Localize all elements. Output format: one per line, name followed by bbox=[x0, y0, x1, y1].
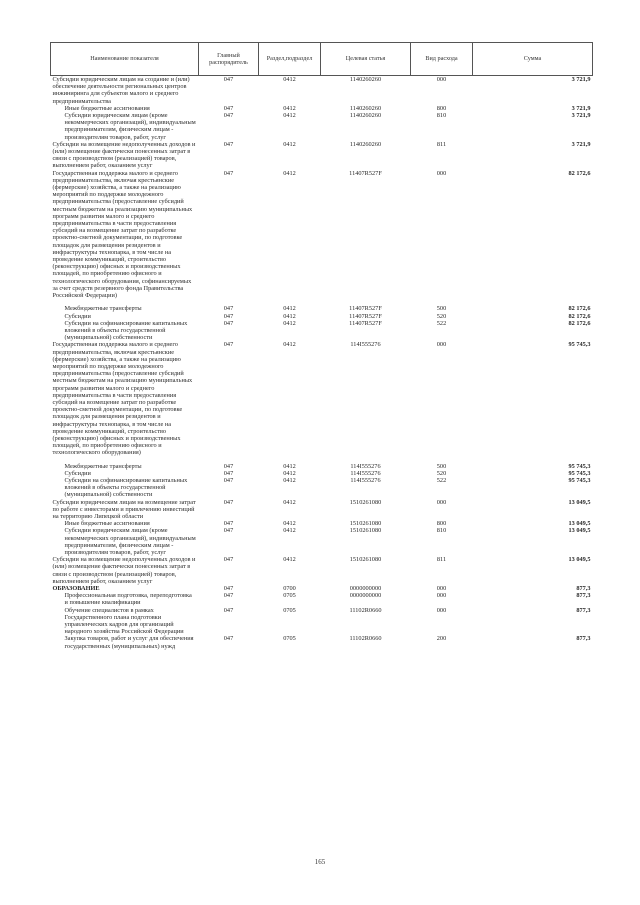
cell-section: 0412 bbox=[283, 319, 296, 327]
cell-sum: 3 721,9 bbox=[571, 76, 591, 83]
cell-expense: 811 bbox=[436, 140, 447, 148]
cell-sum: 13 049,5 bbox=[568, 556, 591, 564]
cell-admin: 047 bbox=[223, 498, 234, 506]
table-row bbox=[51, 170, 593, 300]
cell-expense: 000 bbox=[436, 76, 447, 83]
header-expense: Вид расхода bbox=[411, 43, 473, 76]
cell-section: 0412 bbox=[283, 469, 296, 477]
table-row bbox=[51, 470, 593, 477]
table-row bbox=[51, 635, 593, 649]
cell-admin: 047 bbox=[223, 527, 234, 535]
cell-sum: 95 745,3 bbox=[568, 341, 591, 349]
cell-expense: 520 bbox=[436, 312, 447, 320]
cell-sum: 3 721,9 bbox=[571, 104, 591, 112]
cell-admin: 047 bbox=[223, 319, 234, 327]
cell-expense: 000 bbox=[436, 585, 447, 593]
cell-admin: 047 bbox=[223, 169, 234, 177]
cell-article: 114I555276 bbox=[350, 476, 381, 484]
table-row bbox=[51, 112, 593, 141]
cell-admin: 047 bbox=[223, 341, 234, 349]
cell-section: 0705 bbox=[283, 606, 296, 614]
cell-article: 11407R527F bbox=[349, 319, 382, 327]
cell-name: Субсидии на софинансирование капитальных вложений в объекты государственной (муниципальной) собственности bbox=[64, 476, 188, 499]
cell-admin: 047 bbox=[223, 635, 234, 643]
cell-expense: 000 bbox=[436, 498, 447, 506]
cell-article: 11102R0660 bbox=[349, 635, 382, 643]
cell-expense: 000 bbox=[436, 592, 447, 600]
header-section: Раздел,подраздел bbox=[259, 43, 321, 76]
cell-name: Межбюджетные трансферты bbox=[64, 305, 142, 313]
table-header-row bbox=[51, 43, 593, 76]
cell-section: 0412 bbox=[283, 462, 296, 470]
table-row bbox=[51, 341, 593, 456]
cell-article: 11102R0660 bbox=[349, 606, 382, 614]
cell-admin: 047 bbox=[223, 606, 234, 614]
cell-admin: 047 bbox=[223, 592, 234, 600]
table-row bbox=[51, 499, 593, 521]
cell-name: Субсидии на возмещение недополученных доходов и (или) возмещение фактически понесенных затрат в связи с производством (реализацией) товаров, выполнением работ, оказанием услуг bbox=[52, 556, 196, 585]
cell-article: 0000000000 bbox=[349, 585, 382, 593]
cell-sum: 877,3 bbox=[576, 606, 591, 614]
cell-name: Субсидии bbox=[64, 469, 91, 477]
cell-name: Государственная поддержка малого и среднего предпринимательства, включая крестьянские (фермерские) хозяйства, а также на реализацию мероприятий по поддержке молодежного предпринимательства (предоставление субсидий местным бюджетам на реализацию муниципальных программ развития малого и среднего предпринимательства в части предоставления субсидий на возмещение затрат по разработке проектно-сметной документации, по подготовке площадок для размещения резидентов и инфраструктуры технопарка, в том числе на проведение коммуникаций, строительство (реконструкцию) офисных и производственных площадей, по приобретению офисного и технологического оборудования, софинансируемых за счет средств резервного фонда Правительства Российской Федерации) bbox=[52, 169, 193, 300]
cell-sum: 95 745,3 bbox=[568, 462, 591, 470]
cell-section: 0412 bbox=[283, 76, 296, 83]
table-row bbox=[51, 556, 593, 585]
cell-name: Иные бюджетные ассигнования bbox=[64, 104, 150, 112]
cell-section: 0412 bbox=[283, 112, 296, 120]
cell-expense: 200 bbox=[436, 635, 447, 643]
table-row bbox=[51, 607, 593, 636]
cell-sum: 13 049,5 bbox=[568, 498, 591, 506]
cell-section: 0705 bbox=[283, 592, 296, 600]
cell-article: 114I555276 bbox=[350, 462, 381, 470]
cell-section: 0412 bbox=[283, 140, 296, 148]
cell-name: Государственная поддержка малого и среднего предпринимательства, включая крестьянские (фермерские) хозяйства, а также на реализацию мероприятий по поддержке молодежного предпринимательства (предоставление субсидий местным бюджетам на реализацию муниципальных программ развития малого и среднего предпринимательства в части предоставления субсидий на возмещение затрат по разработке проектно-сметной документации, по подготовке площадок для размещения резидентов и инфраструктуры технопарка, в том числе на проведение коммуникаций, строительство (реконструкцию) офисных и производственных площадей, по приобретению офисного и технологического оборудования) bbox=[52, 341, 193, 457]
cell-admin: 047 bbox=[223, 476, 234, 484]
table-row bbox=[51, 527, 593, 556]
cell-article: 1510261080 bbox=[349, 520, 382, 528]
cell-section: 0412 bbox=[283, 305, 296, 313]
cell-admin: 047 bbox=[223, 112, 234, 120]
cell-expense: 811 bbox=[436, 556, 447, 564]
cell-sum: 13 049,5 bbox=[568, 520, 591, 528]
cell-section: 0412 bbox=[283, 520, 296, 528]
table-row bbox=[51, 457, 593, 470]
table-row bbox=[51, 299, 593, 312]
cell-admin: 047 bbox=[223, 556, 234, 564]
header-admin: Главный распорядитель bbox=[199, 43, 259, 76]
cell-admin: 047 bbox=[223, 462, 234, 470]
table-row bbox=[51, 141, 593, 170]
cell-name: Субсидии юридическим лицам на возмещение затрат по работе с инвесторами и привлечению инвестиций на территорию Липецкой области bbox=[52, 498, 196, 520]
table-row bbox=[51, 105, 593, 112]
cell-section: 0700 bbox=[283, 585, 296, 593]
cell-expense: 520 bbox=[436, 469, 447, 477]
cell-admin: 047 bbox=[223, 140, 234, 148]
cell-expense: 500 bbox=[436, 462, 447, 470]
cell-sum: 82 172,6 bbox=[568, 319, 591, 327]
cell-section: 0412 bbox=[283, 498, 296, 506]
cell-name: Субсидии bbox=[64, 312, 91, 320]
cell-section: 0412 bbox=[283, 556, 296, 564]
cell-expense: 810 bbox=[436, 527, 447, 535]
cell-sum: 82 172,6 bbox=[568, 305, 591, 313]
cell-name: Профессиональная подготовка, переподготовка и повышение квалификации bbox=[64, 592, 192, 607]
table-row bbox=[51, 585, 593, 592]
cell-section: 0412 bbox=[283, 527, 296, 535]
cell-expense: 522 bbox=[436, 319, 447, 327]
cell-expense: 522 bbox=[436, 476, 447, 484]
cell-section: 0412 bbox=[283, 341, 296, 349]
cell-expense: 000 bbox=[436, 169, 447, 177]
cell-article: 114I555276 bbox=[350, 341, 381, 349]
cell-name: Обучение специалистов в рамках Государственного плана подготовки управленческих кадров для организаций народного хозяйства Российской Федерации bbox=[64, 606, 184, 636]
cell-article: 1140260260 bbox=[349, 140, 382, 148]
cell-article: 114I555276 bbox=[350, 469, 381, 477]
cell-sum: 3 721,9 bbox=[571, 112, 591, 120]
budget-table bbox=[50, 42, 593, 650]
header-article: Целевая статья bbox=[321, 43, 411, 76]
cell-sum: 82 172,6 bbox=[568, 169, 591, 177]
cell-sum: 877,3 bbox=[576, 592, 591, 600]
cell-expense: 800 bbox=[436, 104, 447, 112]
cell-name: ОБРАЗОВАНИЕ bbox=[52, 585, 100, 593]
cell-article: 1510261080 bbox=[349, 498, 382, 506]
cell-name: Закупка товаров, работ и услуг для обеспечения государственных (муниципальных) нужд bbox=[64, 635, 194, 650]
cell-name: Иные бюджетные ассигнования bbox=[64, 520, 150, 528]
cell-admin: 047 bbox=[223, 305, 234, 313]
cell-section: 0412 bbox=[283, 169, 296, 177]
cell-section: 0705 bbox=[283, 635, 296, 643]
table-row bbox=[51, 76, 593, 105]
table-row bbox=[51, 320, 593, 342]
cell-name: Субсидии юридическим лицам (кроме некоммерческих организаций), индивидуальным предпринимателям, физическим лицам - производителям товаров, работ, услуг bbox=[64, 112, 196, 141]
cell-sum: 95 745,3 bbox=[568, 469, 591, 477]
header-sum: Сумма bbox=[473, 43, 593, 76]
cell-article: 11407R527F bbox=[349, 169, 382, 177]
cell-admin: 047 bbox=[223, 76, 234, 83]
cell-article: 0000000000 bbox=[349, 592, 382, 600]
cell-sum: 877,3 bbox=[576, 635, 591, 643]
cell-admin: 047 bbox=[223, 104, 234, 112]
cell-article: 11407R527F bbox=[349, 305, 382, 313]
cell-article: 11407R527F bbox=[349, 312, 382, 320]
cell-section: 0412 bbox=[283, 476, 296, 484]
cell-admin: 047 bbox=[223, 312, 234, 320]
cell-name: Субсидии на возмещение недополученных доходов и (или) возмещение фактически понесенных затрат в связи с производством (реализацией) товаров, выполнением работ, оказанием услуг bbox=[52, 140, 196, 170]
cell-expense: 500 bbox=[436, 305, 447, 313]
cell-sum: 877,3 bbox=[576, 585, 591, 593]
table-row bbox=[51, 477, 593, 499]
cell-name: Субсидии на софинансирование капитальных вложений в объекты государственной (муниципальной) собственности bbox=[64, 319, 188, 342]
cell-article: 1510261080 bbox=[349, 527, 382, 535]
table-body bbox=[51, 76, 593, 650]
cell-section: 0412 bbox=[283, 312, 296, 320]
cell-admin: 047 bbox=[223, 520, 234, 528]
cell-sum: 3 721,9 bbox=[571, 140, 591, 148]
header-name: Наименование показателя bbox=[51, 43, 199, 76]
cell-expense: 000 bbox=[436, 606, 447, 614]
cell-expense: 000 bbox=[436, 341, 447, 349]
table-row bbox=[51, 313, 593, 320]
cell-article: 1140260260 bbox=[349, 112, 382, 120]
cell-article: 1140260260 bbox=[349, 76, 382, 83]
cell-admin: 047 bbox=[223, 469, 234, 477]
cell-name: Межбюджетные трансферты bbox=[64, 462, 142, 470]
table-row bbox=[51, 520, 593, 527]
cell-name: Субсидии юридическим лицам на создание и (или) обеспечение деятельности региональных центров инжиниринга для субъектов малого и среднего предпринимательства bbox=[52, 76, 190, 105]
cell-name: Субсидии юридическим лицам (кроме некоммерческих организаций), индивидуальным предпринимателям, физическим лицам - производителям товаров, работ, услуг bbox=[64, 527, 196, 556]
cell-sum: 95 745,3 bbox=[568, 476, 591, 484]
cell-sum: 82 172,6 bbox=[568, 312, 591, 320]
cell-article: 1510261080 bbox=[349, 556, 382, 564]
cell-expense: 810 bbox=[436, 112, 447, 120]
page-number: 165 bbox=[314, 858, 326, 866]
table-row bbox=[51, 592, 593, 606]
cell-admin: 047 bbox=[223, 585, 234, 593]
cell-section: 0412 bbox=[283, 104, 296, 112]
cell-expense: 800 bbox=[436, 520, 447, 528]
cell-article: 1140260260 bbox=[349, 104, 382, 112]
cell-sum: 13 049,5 bbox=[568, 527, 591, 535]
